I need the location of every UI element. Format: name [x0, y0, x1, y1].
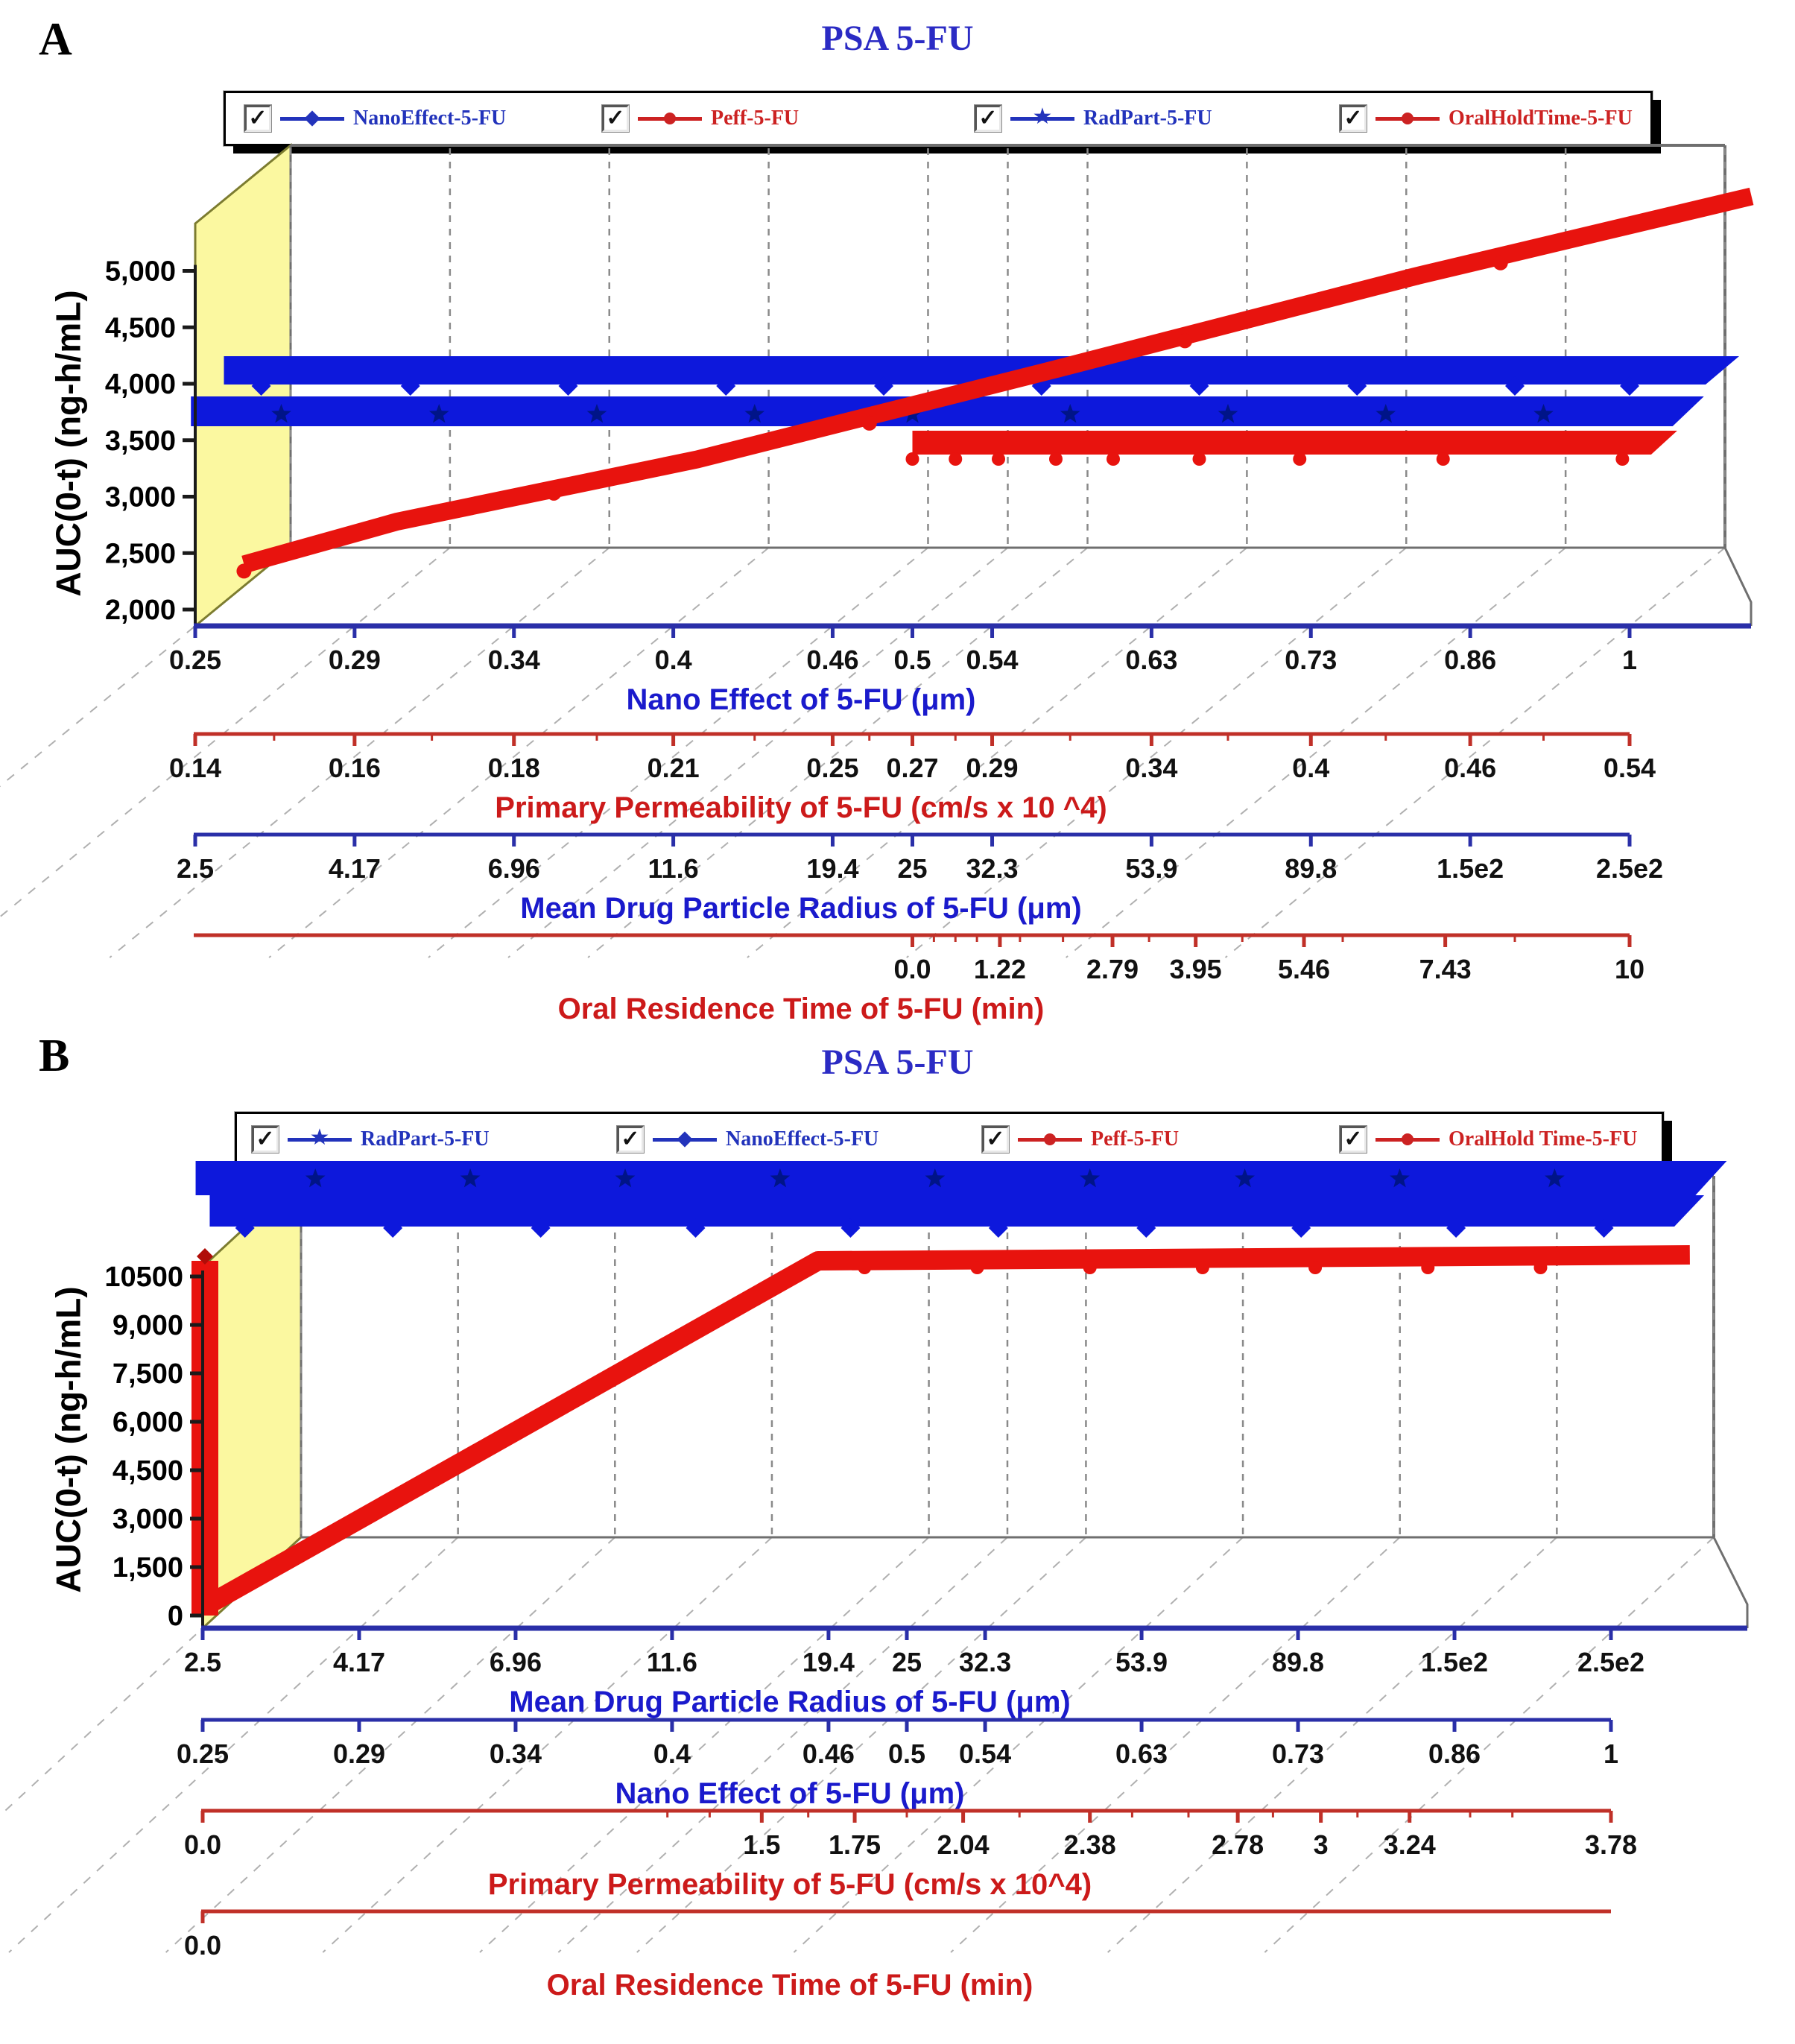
legend-label: RadPart-5-FU — [361, 1127, 490, 1151]
x-axis-title: Mean Drug Particle Radius of 5-FU (μm) — [520, 892, 1082, 925]
tick-label: 0.29 — [966, 753, 1019, 783]
panel-b-title: PSA 5-FU — [821, 1042, 974, 1082]
tick-label: 2,500 — [104, 538, 176, 570]
tick-label: 0.46 — [806, 645, 859, 675]
tick-label: 0.25 — [806, 753, 859, 783]
panel-b-letter: B — [39, 1031, 70, 1081]
tick-label: 89.8 — [1285, 853, 1337, 884]
x-axis-title: Oral Residence Time of 5-FU (min) — [546, 1969, 1033, 2002]
tick-label: 0.5 — [887, 1738, 926, 1769]
tick-label: 0.29 — [328, 645, 381, 675]
tick-label: 2.5e2 — [1595, 853, 1664, 884]
legend-label: Peff-5-FU — [711, 107, 800, 130]
legend-checkbox[interactable]: ✓ — [244, 105, 271, 132]
tick-label: 2.04 — [937, 1829, 990, 1860]
data-series — [191, 197, 1751, 579]
tick-label: 0.54 — [959, 1738, 1012, 1769]
legend-checkbox[interactable]: ✓ — [252, 1126, 279, 1153]
legend-label: Peff-5-FU — [1091, 1127, 1180, 1151]
tick-label: 2.79 — [1086, 954, 1139, 984]
legend-star-icon: ★ — [1032, 104, 1053, 130]
tick-label: 2.5e2 — [1577, 1647, 1645, 1677]
x-axis-title: Mean Drug Particle Radius of 5-FU (μm) — [509, 1686, 1071, 1718]
tick-label: 0.18 — [487, 753, 540, 783]
tick-label: 5.46 — [1277, 954, 1331, 984]
tick-label: 7.43 — [1419, 954, 1472, 984]
x-axis-3 — [184, 1811, 1637, 1901]
tick-label: 0.46 — [802, 1738, 855, 1769]
tick-label: 4,500 — [112, 1455, 183, 1487]
x-axis-3 — [177, 835, 1663, 925]
legend-checkbox[interactable]: ✓ — [1340, 105, 1367, 132]
tick-label: 0.54 — [966, 645, 1019, 675]
legend-label: NanoEffect-5-FU — [353, 107, 507, 130]
x-axis-title: Nano Effect of 5-FU (μm) — [626, 683, 976, 716]
tick-label: 6.96 — [487, 853, 540, 884]
tick-label: 0.0 — [893, 954, 931, 984]
tick-label: 3 — [1313, 1829, 1329, 1860]
tick-label: 0.4 — [654, 645, 692, 675]
tick-label: 10500 — [104, 1262, 183, 1294]
x-axis-4 — [194, 935, 1644, 1025]
data-series — [191, 1161, 1726, 1616]
tick-label: 1.5e2 — [1420, 1647, 1489, 1677]
x-axis-title: Nano Effect of 5-FU (μm) — [615, 1777, 965, 1810]
tick-label: 0.46 — [1444, 753, 1497, 783]
tick-label: 4,500 — [104, 312, 176, 344]
legend-checkbox[interactable]: ✓ — [617, 1126, 644, 1153]
tick-label: 1.5e2 — [1437, 853, 1504, 884]
legend-checkbox[interactable]: ✓ — [602, 105, 629, 132]
x-axis-2 — [169, 734, 1656, 824]
tick-label: 25 — [897, 853, 928, 884]
tick-label: 4.17 — [332, 1647, 386, 1677]
tick-label: 0.21 — [647, 753, 700, 783]
tick-label: 11.6 — [646, 1647, 697, 1677]
tick-label: 0.63 — [1125, 645, 1178, 675]
y-axis — [104, 1262, 203, 1632]
tick-label: 3.78 — [1584, 1829, 1638, 1860]
tick-label: 1 — [1603, 1738, 1619, 1769]
legend-checkbox[interactable]: ✓ — [1340, 1126, 1367, 1153]
tick-label: 1.75 — [829, 1829, 881, 1860]
tick-label: 2,000 — [104, 595, 176, 626]
x-axis-2 — [177, 1720, 1618, 1810]
tick-label: 3.24 — [1383, 1829, 1436, 1860]
tick-label: 5,000 — [104, 256, 176, 288]
panel-b-y-axis-label: AUC(0-t) (ng-h/mL) — [48, 1286, 88, 1593]
tick-label: 1 — [1621, 645, 1638, 675]
x-axis-title: Primary Permeability of 5-FU (cm/s x 10 ^4) — [495, 791, 1107, 824]
tick-label: 3,500 — [104, 425, 176, 457]
tick-label: 0.34 — [487, 645, 540, 675]
legend-label: NanoEffect-5-FU — [726, 1127, 879, 1151]
tick-label: 7,500 — [112, 1358, 183, 1390]
tick-label: 0.73 — [1285, 645, 1337, 675]
tick-label: 0.4 — [653, 1738, 691, 1769]
tick-label: 0.54 — [1603, 753, 1656, 783]
tick-label: 0 — [167, 1601, 183, 1632]
tick-label: 6.96 — [489, 1647, 542, 1677]
legend-label: OralHold Time-5-FU — [1449, 1127, 1638, 1151]
tick-label: 0.25 — [176, 1738, 229, 1769]
tick-label: 53.9 — [1125, 853, 1178, 884]
tick-label: 1.5 — [743, 1829, 781, 1860]
tick-label: 6,000 — [112, 1407, 183, 1439]
panel-a-title: PSA 5-FU — [821, 19, 974, 58]
tick-label: 2.38 — [1063, 1829, 1116, 1860]
panel-a-letter: A — [39, 14, 72, 65]
tick-label: 9,000 — [112, 1310, 183, 1342]
tick-label: 19.4 — [802, 1647, 855, 1677]
tick-label: 0.0 — [183, 1930, 222, 1961]
tick-label: 2.5 — [183, 1647, 222, 1677]
plot-box — [301, 1176, 1747, 1628]
tick-label: 19.4 — [806, 853, 859, 884]
tick-label: 89.8 — [1272, 1647, 1325, 1677]
legend-star-icon: ★ — [309, 1125, 330, 1151]
x-axis-title: Primary Permeability of 5-FU (cm/s x 10^4) — [487, 1868, 1092, 1901]
tick-label: 4,000 — [104, 369, 176, 400]
x-axis-1 — [184, 1628, 1747, 1718]
tick-label: 0.73 — [1272, 1738, 1325, 1769]
tick-label: 25 — [891, 1647, 922, 1677]
tick-label: 0.63 — [1115, 1738, 1168, 1769]
tick-label: 1,500 — [112, 1552, 183, 1584]
tick-label: 11.6 — [648, 853, 699, 884]
tick-label: 4.17 — [328, 853, 381, 884]
y-axis — [105, 256, 195, 627]
tick-label: 32.3 — [959, 1647, 1012, 1677]
tick-label: 0.29 — [332, 1738, 386, 1769]
back-wall-gridlines — [291, 148, 1725, 546]
tick-label: 0.86 — [1444, 645, 1497, 675]
tick-label: 1.22 — [973, 954, 1026, 984]
tick-label: 3.95 — [1169, 954, 1222, 984]
x-axis-title: Oral Residence Time of 5-FU (min) — [557, 993, 1045, 1025]
panel-a-y-axis-label: AUC(0-t) (ng-h/mL) — [48, 290, 88, 597]
tick-label: 10 — [1614, 954, 1645, 984]
legend-label: OralHoldTime-5-FU — [1449, 107, 1633, 130]
x-axis-4 — [184, 1911, 1611, 2002]
tick-label: 0.14 — [168, 753, 222, 783]
tick-label: 2.78 — [1212, 1829, 1264, 1860]
tick-label: 0.27 — [886, 753, 939, 783]
tick-label: 0.34 — [1125, 753, 1178, 783]
tick-label: 0.34 — [489, 1738, 542, 1769]
tick-label: 0.5 — [893, 645, 931, 675]
back-wall-gridlines — [301, 1179, 1714, 1536]
tick-label: 0.86 — [1428, 1738, 1481, 1769]
tick-label: 0.16 — [328, 753, 381, 783]
legend-label: RadPart-5-FU — [1083, 107, 1212, 130]
tick-label: 0.25 — [168, 645, 222, 675]
legend-checkbox[interactable]: ✓ — [982, 1126, 1009, 1153]
tick-label: 2.5 — [176, 853, 215, 884]
tick-label: 0.0 — [183, 1829, 222, 1860]
tick-label: 3,000 — [104, 481, 176, 513]
x-axis-1 — [169, 626, 1751, 716]
tick-label: 3,000 — [112, 1504, 183, 1536]
legend-checkbox[interactable]: ✓ — [975, 105, 1001, 132]
tick-label: 53.9 — [1115, 1647, 1168, 1677]
tick-label: 32.3 — [966, 853, 1019, 884]
tick-label: 0.4 — [1292, 753, 1330, 783]
